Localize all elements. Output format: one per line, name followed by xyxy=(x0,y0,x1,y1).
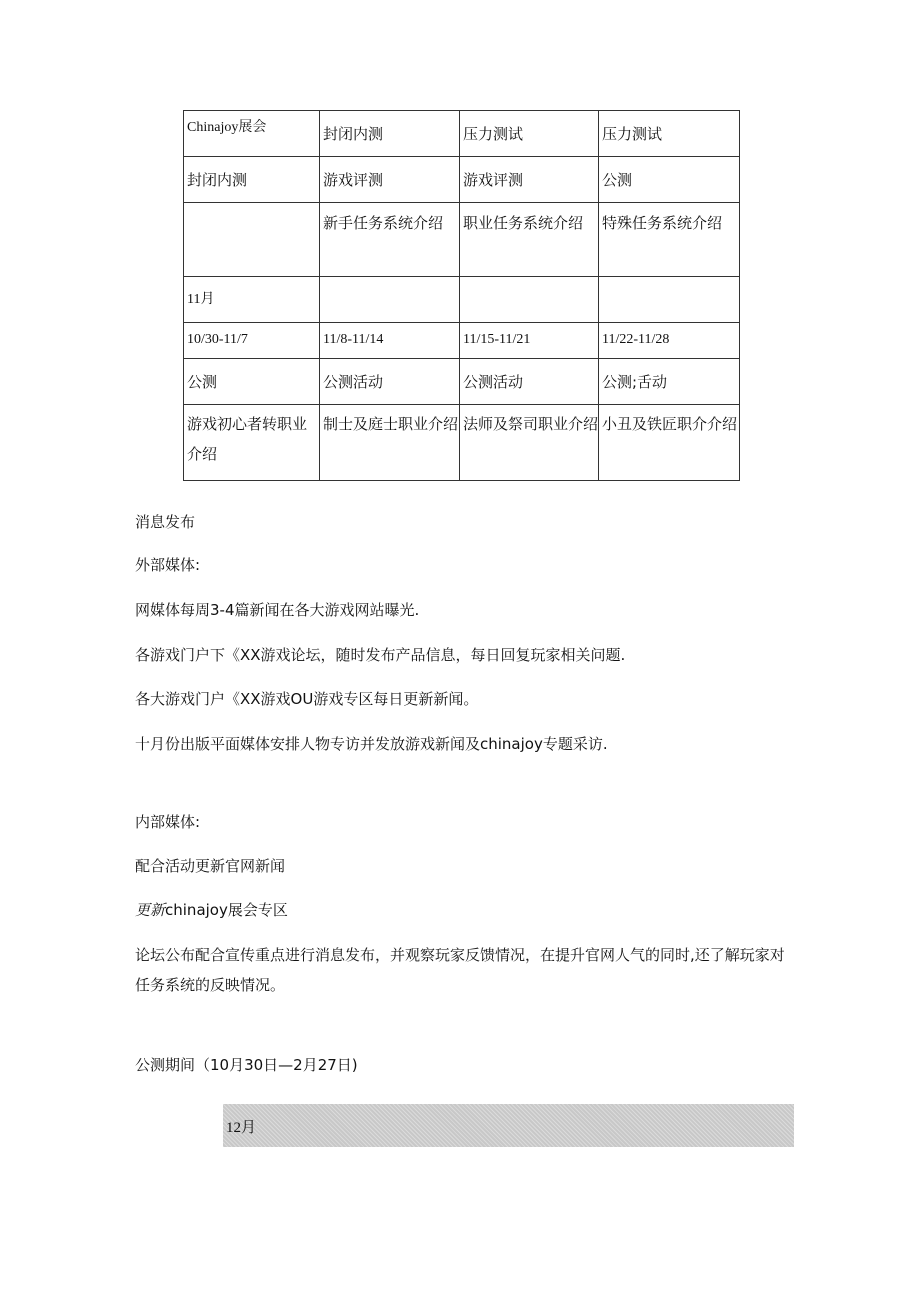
table-cell xyxy=(460,277,599,323)
table-cell: 小丑及铁匠职介介绍 xyxy=(599,405,740,481)
table-row xyxy=(184,277,740,323)
table-cell: 11/15-11/21 xyxy=(460,323,599,359)
table-row xyxy=(184,405,740,481)
table-row xyxy=(184,359,740,405)
table-cell: 10/30-11/7 xyxy=(184,323,320,359)
update-rest: chinajoy展会专区 xyxy=(165,901,288,919)
table-cell: 法师及祭司职业介绍 xyxy=(460,405,599,481)
table-cell: 游戏初心者转职业介绍 xyxy=(184,405,320,481)
table-row xyxy=(184,203,740,277)
table-cell: 新手任务系统介绍 xyxy=(320,203,460,277)
table-cell: 公测活动 xyxy=(460,359,599,405)
paragraph: 论坛公布配合宣传重点进行消息发布，并观察玩家反馈情况，在提升官网人气的同时,还了解玩家对任务系统的反映情况。 xyxy=(135,946,785,994)
month-banner-label: 12月 xyxy=(226,1120,257,1136)
table-cell: 压力测试 xyxy=(599,111,740,157)
paragraph xyxy=(135,895,288,925)
table-row xyxy=(184,323,740,359)
table-cell: 制士及庭士职业介绍 xyxy=(320,405,460,481)
table-cell xyxy=(320,277,460,323)
paragraph: 网媒体每周3-4篇新闻在各大游戏网站曝光. xyxy=(135,601,420,619)
update-prefix: 更新 xyxy=(135,901,166,919)
table-cell: 游戏评测 xyxy=(320,157,460,203)
table-cell: 公测;舌动 xyxy=(599,359,740,405)
paragraph: 配合活动更新官网新闻 xyxy=(135,857,286,875)
table-cell xyxy=(599,277,740,323)
paragraph: 各游戏门户下《XX游戏论坛，随时发布产品信息，每日回复玩家相关问题. xyxy=(135,646,626,664)
table-cell: 11/22-11/28 xyxy=(599,323,740,359)
table-row xyxy=(184,157,740,203)
table-cell: 公测活动 xyxy=(320,359,460,405)
table-cell: 封闭内测 xyxy=(184,157,320,203)
table-cell: 11/8-11/14 xyxy=(320,323,460,359)
table-cell: 11月 xyxy=(184,277,320,323)
table-cell: Chinajoy展会 xyxy=(184,111,320,157)
external-media-label: 外部媒体: xyxy=(135,556,201,574)
schedule-table xyxy=(183,110,740,481)
section-heading-news: 消息发布 xyxy=(135,513,196,531)
table-cell: 公测 xyxy=(599,157,740,203)
table-cell: 游戏评测 xyxy=(460,157,599,203)
table-cell: 职业任务系统介绍 xyxy=(460,203,599,277)
paragraph: 十月份出版平面媒体安排人物专访并发放游戏新闻及chinajoy专题采访. xyxy=(135,735,608,753)
table-cell: 压力测试 xyxy=(460,111,599,157)
internal-media-label: 内部媒体: xyxy=(135,813,201,831)
table-cell xyxy=(184,203,320,277)
paragraph: 各大游戏门户《XX游戏OU游戏专区每日更新新闻。 xyxy=(135,690,479,708)
month-banner xyxy=(223,1104,794,1147)
period-heading: 公测期间（10月30日—2月27日) xyxy=(135,1056,358,1074)
table-row xyxy=(184,111,740,157)
table-cell: 特殊任务系统介绍 xyxy=(599,203,740,277)
table-cell: 封闭内测 xyxy=(320,111,460,157)
table-cell: 公测 xyxy=(184,359,320,405)
